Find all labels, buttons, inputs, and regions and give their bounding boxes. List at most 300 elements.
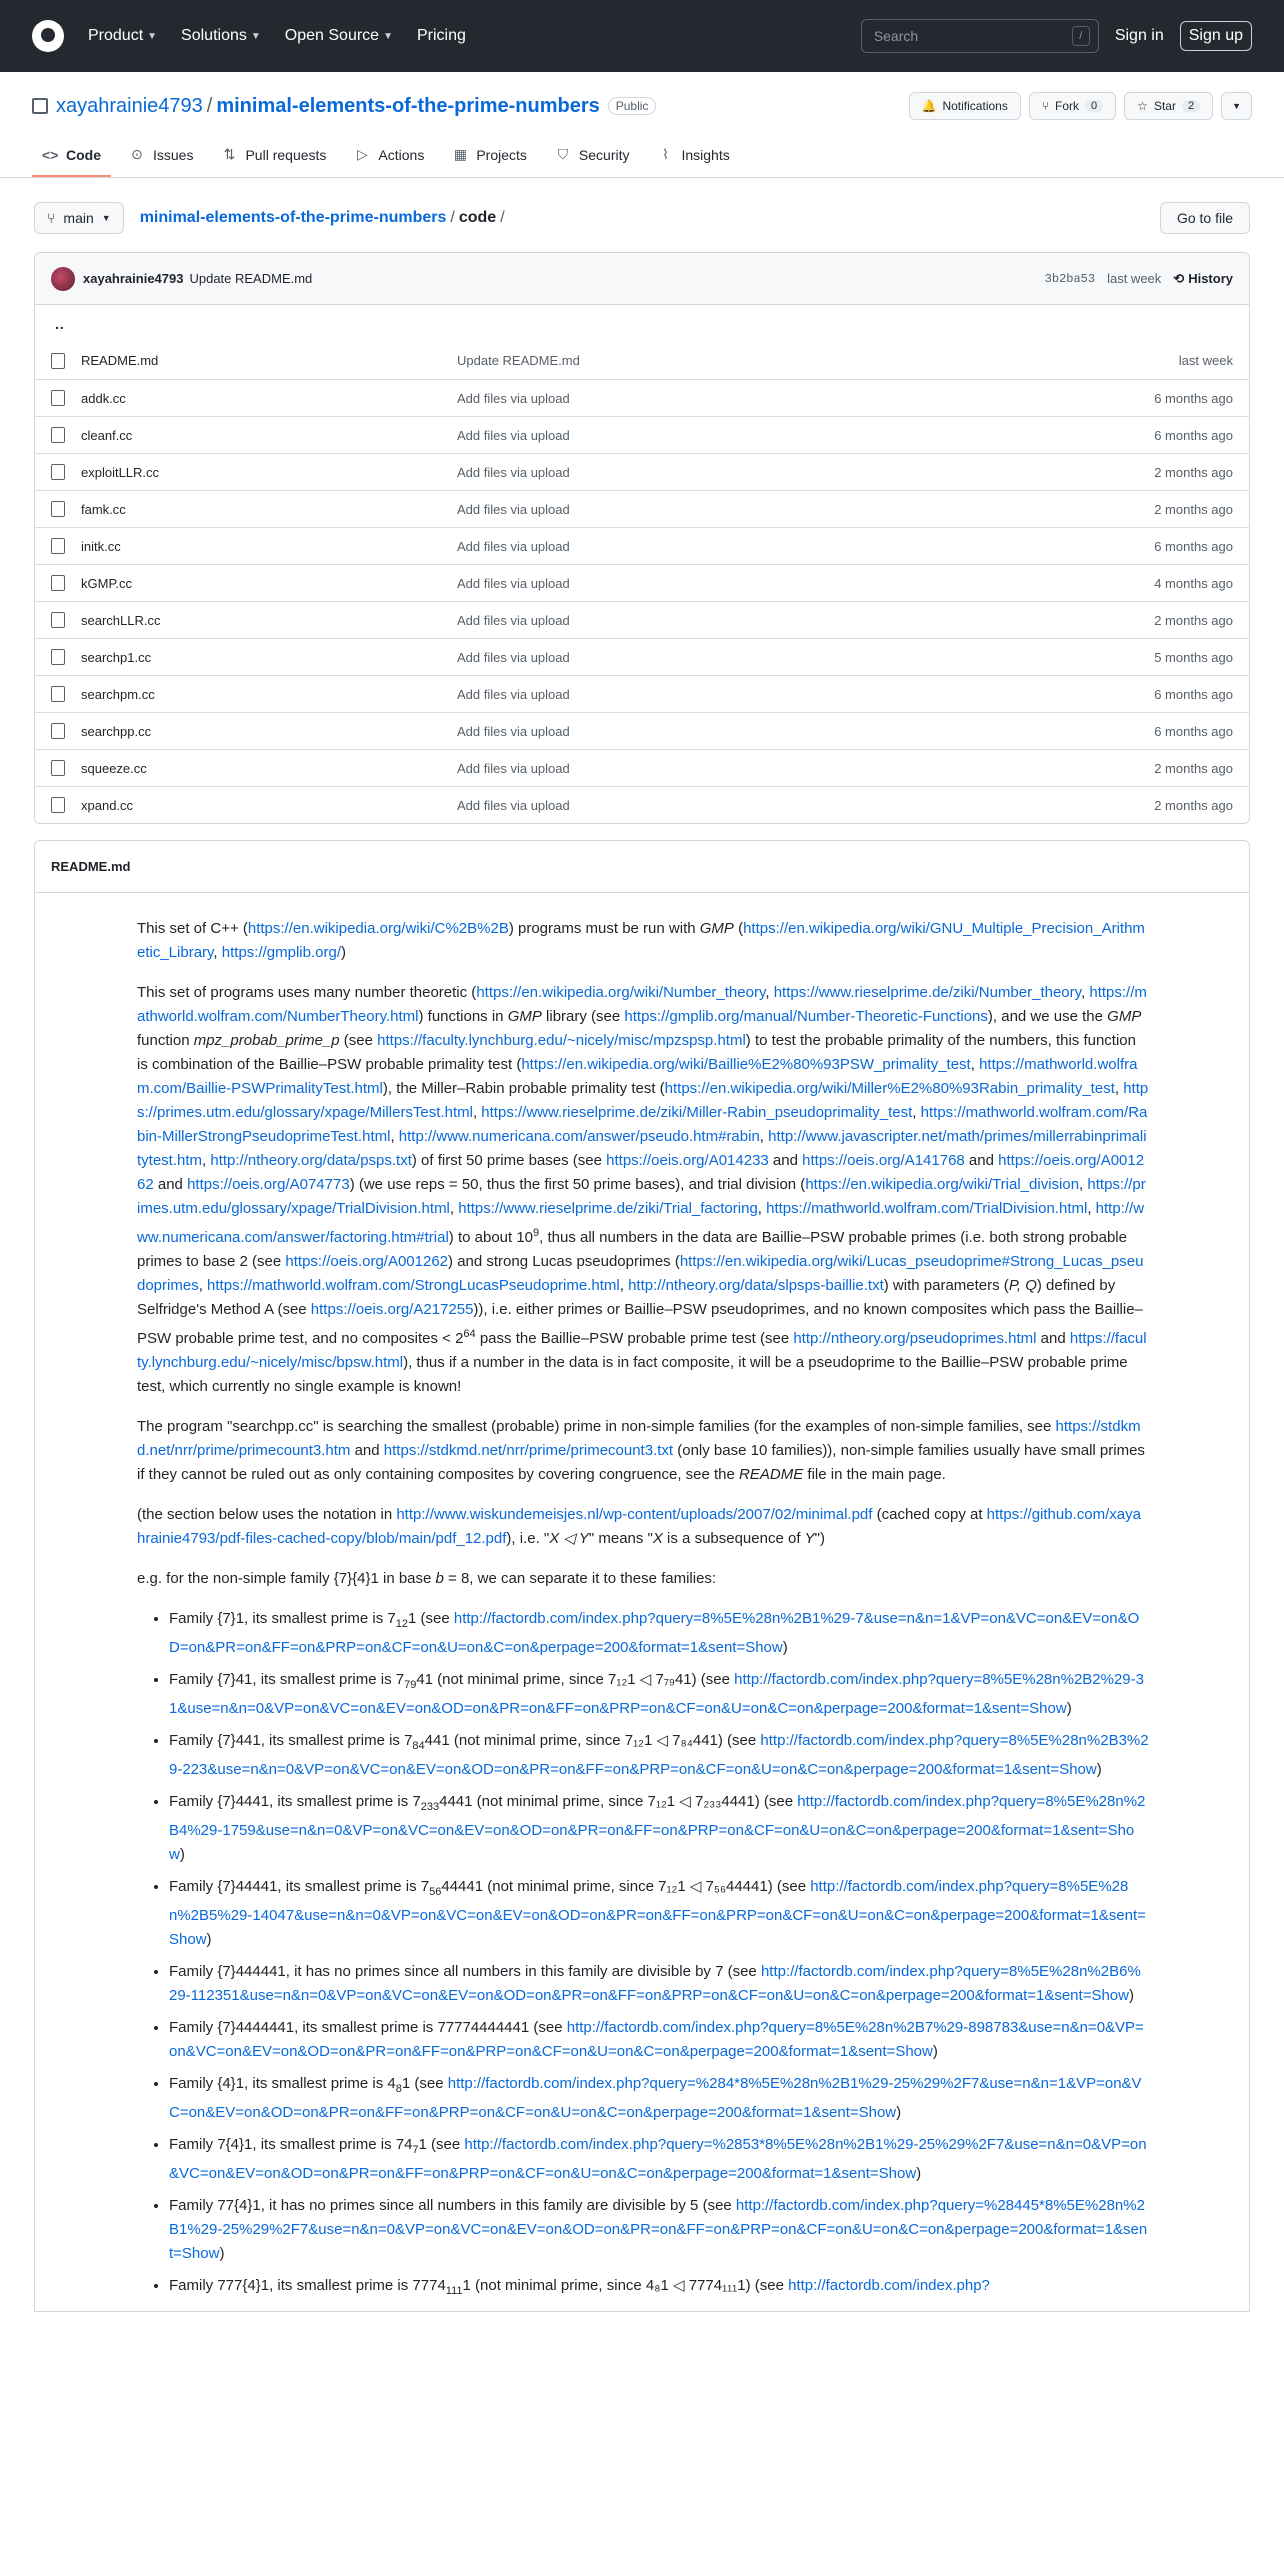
star-dropdown-button[interactable] <box>1221 92 1252 120</box>
notifications-button[interactable] <box>909 92 1021 120</box>
readme-paragraph <box>137 1503 1149 1551</box>
readme-link[interactable]: https://www.rieselprime.de/ziki/Trial_factoring <box>458 1200 758 1217</box>
text: ) to test the probable primality of the numbers, this function is combination of the Baillie–PSW probable primality test ( <box>137 1032 1136 1073</box>
commit-age: last week <box>1107 271 1162 286</box>
file-commit-message-link[interactable]: Add files via upload <box>457 723 570 739</box>
nav-solutions[interactable] <box>181 27 261 45</box>
top-nav <box>88 27 466 45</box>
file-name-link[interactable]: README.md <box>81 353 159 368</box>
factordb-link[interactable]: http://factordb.com/index.php?query=8%5E%28n%2B2%29-31&use=n&n=0&VP=on&VC=on&EV=on&OD=on&PR=on&FF=on&PRP=on&CF=on&U=on&C=on&perpage=200&format=1&sent=Show <box>169 1671 1144 1717</box>
text: , <box>765 984 774 1001</box>
file-age: 6 months ago <box>1154 538 1233 554</box>
readme-link[interactable]: https://oeis.org/A001262 <box>285 1253 449 1270</box>
factordb-link[interactable]: http://factordb.com/index.php?query=8%5E%28n%2B7%29-898783&use=n&n=0&VP=on&VC=on&EV=on&OD=on&PR=on&FF=on&PRP=on&CF=on&U=on&C=on&perpage=200&format=1&sent=Show <box>169 2019 1144 2060</box>
list-item <box>169 1668 1149 1721</box>
text: ) <box>179 1846 185 1863</box>
readme-link[interactable]: https://www.rieselprime.de/ziki/Number_theory <box>773 984 1082 1001</box>
readme-link[interactable]: https://mathworld.wolfram.com/Rabin-MillerStrongPseudoprimeTest.html <box>137 1104 1148 1145</box>
factordb-link[interactable]: http://factordb.com/index.php?query=%28445*8%5E%28n%2B1%29-25%29%2F7&use=n&n=0&VP=on&VC=on&EV=on&OD=on&PR=on&FF=on&PRP=on&CF=on&U=on&C=on&perpage=200&format=1&sent=Show <box>169 2197 1148 2262</box>
text: 8 <box>395 2083 402 2095</box>
tab-issues-label: Issues <box>153 146 194 163</box>
repo-tabs <box>32 136 1252 177</box>
path-separator: / <box>206 94 213 117</box>
list-item <box>169 1790 1149 1867</box>
factordb-link[interactable]: http://factordb.com/index.php? <box>788 2277 990 2294</box>
text: function <box>137 1032 194 1049</box>
list-item <box>169 1729 1149 1782</box>
file-commit-message-link[interactable]: Add files via upload <box>457 390 570 406</box>
file-commit-message-link[interactable]: Add files via upload <box>457 464 570 480</box>
sign-up-button[interactable]: Sign up <box>1180 21 1252 51</box>
readme-link[interactable]: https://mathworld.wolfram.com/NumberTheory.html <box>137 984 1147 1025</box>
readme-link[interactable]: http://ntheory.org/data/psps.txt <box>210 1152 412 1169</box>
nav-product[interactable] <box>88 27 157 45</box>
breadcrumb-separator: / <box>500 209 505 226</box>
readme-link[interactable]: https://oeis.org/A141768 <box>802 1152 965 1169</box>
file-commit-message-link[interactable]: Add files via upload <box>457 686 570 702</box>
latest-commit-bar <box>35 253 1249 305</box>
file-row[interactable] <box>35 712 1249 749</box>
text: ) <box>916 2165 922 2182</box>
text: X ◁ Y <box>549 1530 589 1547</box>
text: 4441 (not minimal prime, since 7₁₂1 ◁ 7₂₃₃4441) (see <box>439 1793 798 1810</box>
file-name-link[interactable]: xpand.cc <box>81 797 134 813</box>
history-link[interactable] <box>1173 271 1233 287</box>
file-name-link[interactable]: searchp1.cc <box>81 649 152 665</box>
repo-header <box>0 72 1284 178</box>
readme-link[interactable]: https://oeis.org/A014233 <box>606 1152 769 1169</box>
text: ) <box>1066 1700 1072 1717</box>
file-icon <box>51 464 65 480</box>
text: is a subsequence of <box>662 1530 805 1547</box>
readme-link[interactable]: https://primes.utm.edu/glossary/xpage/MillersTest.html <box>137 1080 1149 1121</box>
text: , <box>472 1104 482 1121</box>
chevron-down-icon: ▼ <box>101 213 111 223</box>
readme-link[interactable]: https://oeis.org/A217255 <box>310 1301 474 1318</box>
file-icon <box>51 538 65 554</box>
text: Family 77{4}1, it has no primes since all numbers in this family are divisible by 5 (see <box>169 2197 736 2214</box>
text: 1 (see <box>408 1610 454 1627</box>
file-age: 4 months ago <box>1154 575 1233 591</box>
readme-link[interactable]: https://mathworld.wolfram.com/Baillie-PSWPrimalityTest.html <box>137 1056 1138 1097</box>
readme-link[interactable]: https://stdkmd.net/nrr/prime/primecount3.htm <box>137 1418 1141 1459</box>
file-icon <box>51 686 65 702</box>
text: ( <box>733 920 744 937</box>
text: , <box>619 1277 629 1294</box>
file-row[interactable] <box>35 638 1249 675</box>
text: 84 <box>412 1740 425 1752</box>
search-placeholder: Search <box>873 28 919 44</box>
text: ) <box>219 2245 225 2262</box>
text: ) to about 10 <box>448 1229 534 1246</box>
code-icon: <> <box>42 146 59 163</box>
text: and <box>964 1152 999 1169</box>
factordb-link[interactable]: http://factordb.com/index.php?query=%284*8%5E%28n%2B1%29-25%29%2F7&use=n&n=1&VP=on&VC=on&EV=on&OD=on&PR=on&FF=on&PRP=on&CF=on&U=on&C=on&perpage=200&format=1&sent=Show <box>169 2075 1142 2121</box>
readme-link[interactable]: https://en.wikipedia.org/wiki/Miller%E2%80%93Rabin_primality_test <box>664 1080 1115 1097</box>
readme-link[interactable]: https://mathworld.wolfram.com/StrongLucasPseudoprime.html <box>207 1277 620 1294</box>
file-row[interactable] <box>35 490 1249 527</box>
sign-in-link[interactable]: Sign in <box>1114 27 1164 44</box>
file-age: 2 months ago <box>1154 797 1233 813</box>
chevron-down-icon: ▼ <box>250 30 261 42</box>
chevron-down-icon: ▼ <box>147 30 158 42</box>
text: and <box>350 1442 384 1459</box>
factordb-link[interactable]: http://factordb.com/index.php?query=8%5E%28n%2B5%29-14047&use=n&n=0&VP=on&VC=on&EV=on&OD=on&PR=on&FF=on&PRP=on&CF=on&U=on&C=on&perpage=200&format=1&sent=Show <box>169 1878 1146 1948</box>
readme-link[interactable]: https://faculty.lynchburg.edu/~nicely/misc/mpzspsp.html <box>377 1032 746 1049</box>
readme-link[interactable]: https://www.rieselprime.de/ziki/Miller-Rabin_pseudoprimality_test <box>481 1104 913 1121</box>
breadcrumb-separator: / <box>450 209 455 226</box>
bell-icon: 🔔 <box>921 99 937 113</box>
file-age: 6 months ago <box>1154 427 1233 443</box>
tab-projects-label: Projects <box>476 146 527 163</box>
commit-author-link[interactable]: xayahrainie4793 <box>83 271 184 286</box>
branch-icon: ⑂ <box>47 210 56 226</box>
text: ") <box>814 1530 825 1547</box>
family-list <box>137 1607 1149 2303</box>
text: (the section below uses the notation in <box>137 1506 397 1523</box>
star-icon: ☆ <box>1137 99 1148 113</box>
file-row[interactable] <box>35 786 1249 823</box>
text: Family 7{4}1, its smallest prime is 74 <box>169 2136 413 2153</box>
text: , <box>198 1277 208 1294</box>
repo-name-link[interactable]: minimal-elements-of-the-prime-numbers <box>216 94 600 117</box>
file-icon <box>51 612 65 628</box>
nav-solutions-label: Solutions <box>181 27 247 44</box>
text: ), the Miller–Rabin probable primality test ( <box>382 1080 665 1097</box>
file-row[interactable] <box>35 749 1249 786</box>
text: 64 <box>463 1328 476 1340</box>
factordb-link[interactable]: http://factordb.com/index.php?query=8%5E%28n%2B6%29-112351&use=n&n=0&VP=on&VC=on&EV=on&OD=on&PR=on&FF=on&PRP=on&CF=on&U=on&C=on&perpage=200&format=1&sent=Show <box>169 1963 1141 2004</box>
readme-link[interactable]: https://stdkmd.net/nrr/prime/primecount3.txt <box>383 1442 674 1459</box>
text: , <box>202 1152 211 1169</box>
text: ) with parameters ( <box>883 1277 1009 1294</box>
search-input[interactable] <box>861 19 1099 53</box>
star-label: Star <box>1153 99 1176 113</box>
list-item <box>169 2072 1149 2125</box>
text: ) programs must be run with <box>508 920 700 937</box>
text: GMP <box>507 1008 542 1025</box>
text: P, Q <box>1008 1277 1037 1294</box>
readme-link[interactable]: https://github.com/xayahrainie4793/pdf-files-cached-copy/blob/main/pdf_12.pdf <box>137 1506 1141 1547</box>
text: e.g. for the non-simple family {7}{4}1 in base <box>137 1570 436 1587</box>
factordb-link[interactable]: http://factordb.com/index.php?query=%2853*8%5E%28n%2B1%29-25%29%2F7&use=n&n=0&VP=on&VC=on&EV=on&OD=on&PR=on&FF=on&PRP=on&CF=on&U=on&C=on&perpage=200&format=1&sent=Show <box>169 2136 1147 2182</box>
text: ), i.e. " <box>506 1530 550 1547</box>
readme-link[interactable]: https://mathworld.wolfram.com/TrialDivision.html <box>766 1200 1088 1217</box>
file-name-link[interactable]: cleanf.cc <box>81 427 133 443</box>
readme-link[interactable]: http://www.javascripter.net/math/primes/millerrabinprimalitytest.htm <box>137 1128 1147 1169</box>
readme-link[interactable]: https://en.wikipedia.org/wiki/Trial_division <box>805 1176 1080 1193</box>
text: Family {7}4444441, its smallest prime is 77774444441 (see <box>169 2019 567 2036</box>
tab-insights-label: Insights <box>681 146 730 163</box>
text: ) <box>206 1931 212 1948</box>
file-commit-message-link[interactable]: Add files via upload <box>457 538 570 554</box>
list-item <box>169 2016 1149 2064</box>
text: pass the Baillie–PSW probable prime test (see <box>475 1330 794 1347</box>
parent-directory-link[interactable]: .. <box>55 315 65 332</box>
table-icon: ▦ <box>453 146 467 162</box>
text: ) functions in <box>418 1008 508 1025</box>
file-age: 5 months ago <box>1154 649 1233 665</box>
breadcrumb-root-link[interactable]: minimal-elements-of-the-prime-numbers <box>139 209 447 226</box>
text: 56 <box>429 1886 442 1898</box>
readme-link[interactable]: https://gmplib.org/manual/Number-Theoretic-Functions <box>624 1008 988 1025</box>
text: , <box>213 944 222 961</box>
text: Family {7}1, its smallest prime is 7 <box>169 1610 396 1627</box>
readme-paragraph <box>137 1567 1149 1591</box>
history-label: History <box>1188 271 1233 286</box>
list-item <box>169 1607 1149 1660</box>
list-item <box>169 2133 1149 2186</box>
readme-link[interactable]: https://en.wikipedia.org/wiki/Number_theory <box>476 984 766 1001</box>
text: 44441 (not minimal prime, since 7₁₂1 ◁ 7₅₆44441) (see <box>441 1878 811 1895</box>
fork-icon: ⑂ <box>1041 99 1050 113</box>
text: " means " <box>588 1530 653 1547</box>
readme-link[interactable]: https://en.wikipedia.org/wiki/Lucas_pseudoprime#Strong_Lucas_pseudoprimes <box>137 1253 1144 1294</box>
file-row[interactable] <box>35 675 1249 712</box>
pull-request-icon: ⇅ <box>223 146 236 162</box>
chevron-down-icon: ▼ <box>383 30 393 42</box>
issue-icon: ⊙ <box>131 146 143 162</box>
readme-link[interactable]: https://oeis.org/A001262 <box>137 1152 1145 1193</box>
file-commit-message-link[interactable]: Add files via upload <box>457 612 570 628</box>
text: 12 <box>395 1618 408 1630</box>
file-icon <box>51 723 65 739</box>
readme-link[interactable]: https://primes.utm.edu/glossary/xpage/TrialDivision.html <box>137 1176 1146 1217</box>
text: ) <box>782 1639 788 1656</box>
text: ) <box>341 944 346 961</box>
star-button[interactable] <box>1124 92 1213 120</box>
text: 1 (not minimal prime, since 4₈1 ◁ 7774₁₁₁1) (see <box>462 2277 789 2294</box>
file-browser <box>34 252 1250 824</box>
file-commit-message-link[interactable]: Add files via upload <box>457 427 570 443</box>
text: 1 (see <box>418 2136 465 2153</box>
readme-link[interactable]: http://ntheory.org/pseudoprimes.html <box>793 1330 1037 1347</box>
text: ) <box>1096 1761 1102 1778</box>
breadcrumb-current: code <box>458 209 497 226</box>
text: The program "searchpp.cc" is searching the smallest (probable) prime in non-simple families (for the examples of non-simple families, see <box>137 1418 1056 1435</box>
github-logo-icon[interactable] <box>32 20 64 52</box>
global-header <box>0 0 1284 72</box>
file-row[interactable] <box>35 453 1249 490</box>
tab-code[interactable] <box>32 136 111 177</box>
shield-icon: ⛉ <box>557 146 569 162</box>
text: ) of first 50 prime bases (see <box>411 1152 607 1169</box>
star-count: 2 <box>1182 100 1200 112</box>
file-icon <box>51 390 65 406</box>
avatar[interactable] <box>51 267 75 291</box>
file-age: 2 months ago <box>1154 760 1233 776</box>
readme-paragraph <box>137 981 1149 1399</box>
text: Family {7}44441, its smallest prime is 7 <box>169 1878 430 1895</box>
text: ) and strong Lucas pseudoprimes ( <box>448 1253 680 1270</box>
text: 233 <box>420 1801 440 1813</box>
file-commit-message-link[interactable]: Add files via upload <box>457 760 570 776</box>
text: ) <box>1128 1987 1134 2004</box>
text: , <box>1087 1200 1096 1217</box>
fork-count: 0 <box>1085 100 1103 112</box>
factordb-link[interactable]: http://factordb.com/index.php?query=8%5E%28n%2B4%29-1759&use=n&n=0&VP=on&VC=on&EV=on&OD=on&PR=on&FF=on&PRP=on&CF=on&U=on&C=on&perpage=200&format=1&sent=Show <box>169 1793 1146 1863</box>
text: , <box>1114 1080 1124 1097</box>
file-age: 2 months ago <box>1154 612 1233 628</box>
list-item <box>169 1960 1149 2008</box>
file-row[interactable] <box>35 342 1249 379</box>
commit-message-link[interactable]: Update README.md <box>189 271 313 286</box>
text: Family {7}444441, it has no primes since all numbers in this family are divisible by 7 (see <box>169 1963 761 1980</box>
tab-projects[interactable] <box>442 136 537 177</box>
tab-pull-requests-label: Pull requests <box>245 146 327 163</box>
tab-pull-requests[interactable] <box>211 136 336 177</box>
text: ) <box>896 2104 902 2121</box>
file-name-link[interactable]: searchpp.cc <box>81 723 152 739</box>
file-commit-message-link[interactable]: Add files via upload <box>457 501 570 517</box>
go-to-file-button[interactable]: Go to file <box>1160 202 1250 234</box>
file-commit-message-link[interactable]: Add files via upload <box>457 797 570 813</box>
file-name-link[interactable]: exploitLLR.cc <box>81 464 160 480</box>
text: 9 <box>533 1227 540 1239</box>
history-icon: ⟲ <box>1173 270 1185 286</box>
readme-link[interactable]: https://en.wikipedia.org/wiki/GNU_Multiple_Precision_Arithmetic_Library <box>137 920 1145 961</box>
text: Y <box>804 1530 815 1547</box>
readme-link[interactable]: https://faculty.lynchburg.edu/~nicely/misc/bpsw.html <box>137 1330 1147 1371</box>
readme-filename: README.md <box>35 841 1249 893</box>
text: Family {7}4441, its smallest prime is 7 <box>169 1793 421 1810</box>
tab-security-label: Security <box>578 146 630 163</box>
text: This set of programs uses many number theoretic ( <box>137 984 477 1001</box>
text: ) <box>932 2043 938 2060</box>
readme-link[interactable]: http://www.numericana.com/answer/pseudo.htm#rabin <box>398 1128 760 1145</box>
fork-button[interactable] <box>1029 92 1116 120</box>
file-name-link[interactable]: addk.cc <box>81 390 126 406</box>
text: 111 <box>445 2285 463 2297</box>
text: 41 (not minimal prime, since 7₁₂1 ◁ 7₇₉41) (see <box>416 1671 735 1688</box>
text: 7 <box>412 2144 419 2156</box>
text: 1 (see <box>401 2075 448 2092</box>
text: file in the main page. <box>803 1466 946 1483</box>
tab-code-label: Code <box>66 146 101 163</box>
visibility-badge: Public <box>608 97 657 115</box>
file-row[interactable] <box>35 527 1249 564</box>
tab-actions-label: Actions <box>378 146 425 163</box>
text: GMP <box>699 920 734 937</box>
file-icon <box>51 760 65 776</box>
text: X <box>652 1530 663 1547</box>
text: b <box>435 1570 444 1587</box>
tab-security[interactable] <box>545 136 640 177</box>
text: (see <box>339 1032 378 1049</box>
list-item <box>169 1875 1149 1952</box>
nav-open-source-label: Open Source <box>284 27 380 44</box>
repo-icon <box>32 98 48 114</box>
file-age: 2 months ago <box>1154 464 1233 480</box>
readme-link[interactable]: https://oeis.org/A074773 <box>187 1176 350 1193</box>
file-name-link[interactable]: searchLLR.cc <box>81 612 161 628</box>
file-age: 2 months ago <box>1154 501 1233 517</box>
file-icon <box>51 427 65 443</box>
file-icon <box>51 353 65 369</box>
branch-name: main <box>63 210 94 226</box>
file-icon <box>51 575 65 591</box>
file-age: last week <box>1178 353 1233 368</box>
file-name-link[interactable]: initk.cc <box>81 538 121 554</box>
file-name-link[interactable]: squeeze.cc <box>81 760 147 776</box>
text: library (see <box>541 1008 625 1025</box>
file-name-link[interactable]: kGMP.cc <box>81 575 133 591</box>
file-row[interactable] <box>35 416 1249 453</box>
text: and <box>153 1176 188 1193</box>
text: , <box>912 1104 921 1121</box>
readme-panel <box>34 840 1250 2312</box>
file-name-link[interactable]: searchpm.cc <box>81 686 155 702</box>
readme-content <box>35 893 1249 2303</box>
text: README <box>739 1466 804 1483</box>
text: This set of C++ ( <box>137 920 248 937</box>
nav-pricing[interactable] <box>417 27 466 45</box>
text: ), thus if a number in the data is in fact composite, it will be a pseudoprime to the Baillie–PSW probable prime test, which currently no single example is known! <box>137 1354 1128 1395</box>
text: , <box>390 1128 399 1145</box>
file-commit-message-link[interactable]: Add files via upload <box>457 649 570 665</box>
file-commit-message-link[interactable]: Update README.md <box>457 353 580 368</box>
text: ) (we use reps = 50, thus the first 50 prime bases), and trial division ( <box>349 1176 806 1193</box>
text: (only base 10 families)), non-simple families usually have small primes if they cannot be ruled out as only containing composites by covering congruence, see the <box>137 1442 1145 1483</box>
file-icon <box>51 797 65 813</box>
factordb-link[interactable]: http://factordb.com/index.php?query=8%5E%28n%2B3%29-223&use=n&n=0&VP=on&VC=on&EV=on&OD=on&PR=on&FF=on&PRP=on&CF=on&U=on&C=on&perpage=200&format=1&sent=Show <box>169 1732 1149 1778</box>
text: = 8, we can separate it to these families: <box>443 1570 717 1587</box>
text: )), i.e. either primes or Baillie–PSW pseudoprimes, and no known composites which pass the Baillie–PSW probable prime test, and no composites < 2 <box>137 1301 1143 1347</box>
readme-link[interactable]: http://ntheory.org/data/slpsps-baillie.txt <box>628 1277 884 1294</box>
text: GMP <box>1107 1008 1142 1025</box>
notifications-label: Notifications <box>942 99 1008 113</box>
file-name-link[interactable]: famk.cc <box>81 501 126 517</box>
text: 441 (not minimal prime, since 7₁₂1 ◁ 7₈₄441) (see <box>424 1732 761 1749</box>
readme-link[interactable]: http://www.wiskundemeisjes.nl/wp-content/uploads/2007/02/minimal.pdf <box>396 1506 873 1523</box>
file-age: 6 months ago <box>1154 686 1233 702</box>
branch-selector[interactable] <box>34 202 124 234</box>
graph-icon: ⌇ <box>662 146 669 162</box>
file-commit-message-link[interactable]: Add files via upload <box>457 575 570 591</box>
text: and <box>768 1152 803 1169</box>
play-icon: ▷ <box>357 146 368 162</box>
text: Family {4}1, its smallest prime is 4 <box>169 2075 396 2092</box>
file-icon <box>51 649 65 665</box>
factordb-link[interactable]: http://factordb.com/index.php?query=8%5E%28n%2B1%29-7&use=n&n=1&VP=on&VC=on&EV=on&OD=on&PR=on&FF=on&PRP=on&CF=on&U=on&C=on&perpage=200&format=1&sent=Show <box>169 1610 1140 1656</box>
file-age: 6 months ago <box>1154 723 1233 739</box>
text: ) defined by Selfridge's Method A (see <box>137 1277 1116 1318</box>
text: Family {7}441, its smallest prime is 7 <box>169 1732 413 1749</box>
readme-paragraph <box>137 917 1149 965</box>
list-item <box>169 2274 1149 2303</box>
commit-sha-link[interactable]: 3b2ba53 <box>1044 271 1096 286</box>
text: , <box>970 1056 980 1073</box>
text: (cached copy at <box>872 1506 987 1523</box>
repo-owner-link[interactable]: xayahrainie4793 <box>56 94 203 117</box>
text: , <box>449 1200 459 1217</box>
list-item <box>169 2194 1149 2266</box>
text: ), and we use the <box>987 1008 1108 1025</box>
tab-issues[interactable] <box>119 136 203 177</box>
readme-link[interactable]: https://en.wikipedia.org/wiki/C%2B%2B <box>247 920 509 937</box>
tab-actions[interactable] <box>344 136 434 177</box>
nav-open-source[interactable] <box>285 27 393 45</box>
readme-link[interactable]: https://en.wikipedia.org/wiki/Baillie%E2%80%93PSW_primality_test <box>521 1056 971 1073</box>
text: , thus all numbers in the data are Baillie–PSW probable primes (i.e. both strong probable primes to base 2 (see <box>137 1229 1127 1270</box>
tab-insights[interactable] <box>647 136 739 177</box>
file-row[interactable] <box>35 564 1249 601</box>
readme-link[interactable]: http://www.numericana.com/answer/factoring.htm#trial <box>137 1200 1145 1246</box>
text: , <box>757 1200 767 1217</box>
file-row[interactable] <box>35 379 1249 416</box>
file-row[interactable] <box>35 601 1249 638</box>
readme-link[interactable]: https://gmplib.org/ <box>221 944 341 961</box>
